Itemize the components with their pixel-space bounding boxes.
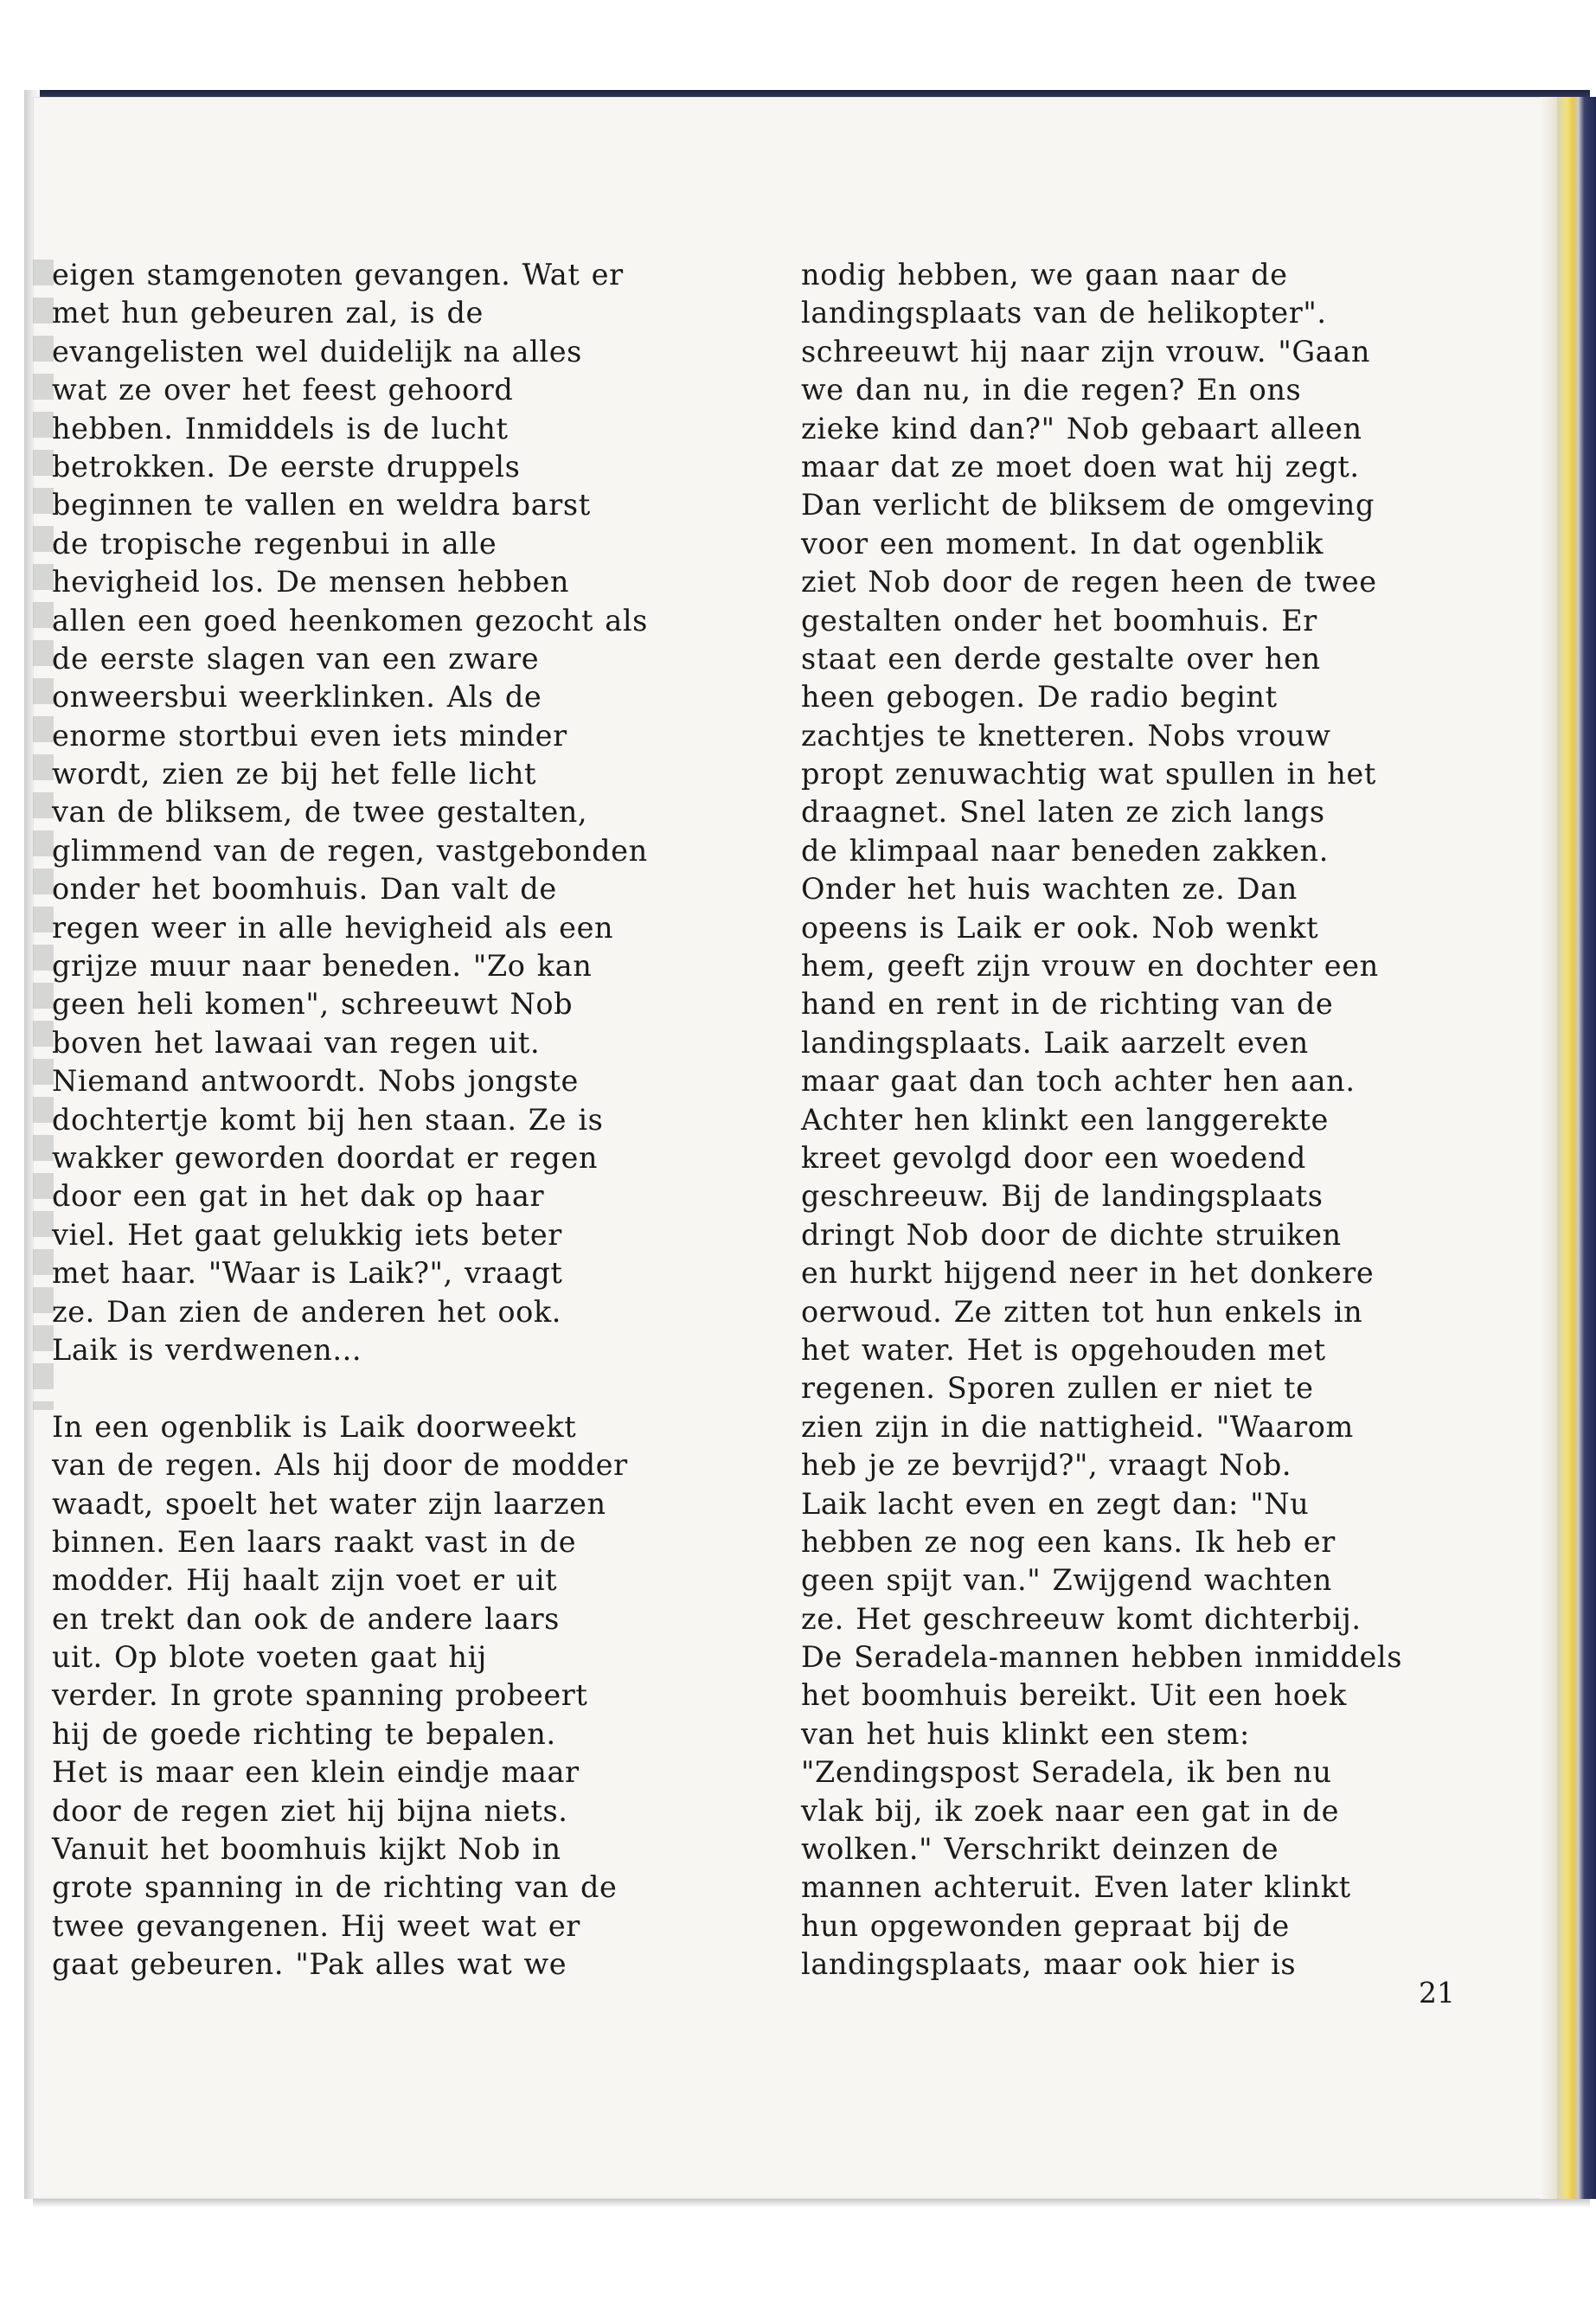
- right-column-line: hebben ze nog een kans. Ik heb er: [801, 1524, 1336, 1559]
- left-column-line: dochtertje komt bij hen staan. Ze is: [52, 1102, 604, 1137]
- right-column-line: staat een derde gestalte over hen: [801, 641, 1321, 676]
- right-column-line: regenen. Sporen zullen er niet te: [801, 1371, 1314, 1406]
- page-number: 21: [1419, 1976, 1455, 2009]
- right-column-line: Dan verlicht de bliksem de omgeving: [801, 488, 1375, 522]
- left-column-line: twee gevangenen. Hij weet wat er: [52, 1908, 580, 1943]
- left-column-line: allen een goed heenkomen gezocht als: [52, 603, 648, 638]
- left-column-line: met haar. "Waar is Laik?", vraagt: [52, 1256, 563, 1291]
- right-column-line: kreet gevolgd door een woedend: [801, 1140, 1306, 1175]
- book-top-edge: [33, 90, 1590, 97]
- left-column-line: betrokken. De eerste druppels: [52, 449, 521, 484]
- left-column-line: grijze muur naar beneden. "Zo kan: [52, 949, 593, 984]
- right-column-line: maar gaat dan toch achter hen aan.: [801, 1064, 1356, 1099]
- right-column-line: hun opgewonden gepraat bij de: [801, 1908, 1290, 1943]
- left-column-line: wat ze over het feest gehoord: [52, 373, 514, 407]
- right-column-line: vlak bij, ik zoek naar een gat in de: [801, 1793, 1340, 1828]
- left-column-line: van de bliksem, de twee gestalten,: [52, 795, 588, 830]
- left-column-line: hij de goede richting te bepalen.: [52, 1716, 556, 1751]
- left-column-line: hevigheid los. De mensen hebben: [52, 565, 570, 599]
- left-column-line: waadt, spoelt het water zijn laarzen: [52, 1486, 606, 1521]
- page-bottom-shadow: [33, 2199, 1590, 2208]
- left-column-line: Laik is verdwenen...: [52, 1332, 362, 1367]
- left-column-line: wakker geworden doordat er regen: [52, 1140, 599, 1175]
- right-column-line: nodig hebben, we gaan naar de: [801, 258, 1288, 292]
- right-column-line: opeens is Laik er ook. Nob wenkt: [801, 910, 1319, 945]
- left-column-line: onweersbui weerklinken. Als de: [52, 680, 542, 715]
- right-column-line: mannen achteruit. Even later klinkt: [801, 1870, 1351, 1905]
- left-column-line: door een gat in het dak op haar: [52, 1179, 545, 1214]
- left-column-line: [52, 1369, 648, 1407]
- left-column-line: regen weer in alle hevigheid als een: [52, 910, 614, 945]
- left-column-line: modder. Hij haalt zijn voet er uit: [52, 1563, 558, 1598]
- right-column-line: draagnet. Snel laten ze zich langs: [801, 795, 1325, 830]
- left-column-line: Niemand antwoordt. Nobs jongste: [52, 1064, 579, 1099]
- book-cover-edge-right: [1557, 97, 1596, 2208]
- text-column-left: [52, 256, 648, 1984]
- right-column-line: Onder het huis wachten ze. Dan: [801, 872, 1298, 907]
- right-column-line: ziet Nob door de regen heen de twee: [801, 565, 1377, 599]
- right-column-line: en hurkt hijgend neer in het donkere: [801, 1256, 1375, 1291]
- right-column-line: van het huis klinkt een stem:: [801, 1716, 1250, 1751]
- right-column-line: landingsplaats, maar ook hier is: [801, 1947, 1297, 1982]
- left-column-line: In een ogenblik is Laik doorweekt: [52, 1409, 577, 1444]
- right-column-line: propt zenuwachtig wat spullen in het: [801, 757, 1376, 792]
- right-column-line: we dan nu, in die regen? En ons: [801, 373, 1302, 407]
- left-column-line: en trekt dan ook de andere laars: [52, 1601, 560, 1636]
- right-column-line: landingsplaats van de helikopter".: [801, 296, 1327, 330]
- right-column-line: heb je ze bevrijd?", vraagt Nob.: [801, 1448, 1292, 1483]
- right-column-line: hand en rent in de richting van de: [801, 987, 1334, 1022]
- left-column-line: enorme stortbui even iets minder: [52, 718, 567, 753]
- left-column-line: grote spanning in de richting van de: [52, 1870, 618, 1905]
- text-column-right: [801, 256, 1402, 1984]
- left-column-line: ze. Dan zien de anderen het ook.: [52, 1294, 562, 1329]
- page-right-edge: [1540, 97, 1557, 2199]
- right-column-line: landingsplaats. Laik aarzelt even: [801, 1025, 1309, 1060]
- right-column-line: het boomhuis bereikt. Uit een hoek: [801, 1678, 1347, 1713]
- left-column-line: evangelisten wel duidelijk na alles: [52, 334, 582, 369]
- right-column-line: ze. Het geschreeuw komt dichterbij.: [801, 1601, 1362, 1636]
- right-column-line: maar dat ze moet doen wat hij zegt.: [801, 449, 1360, 484]
- scan-background-bottom: [0, 2199, 1596, 2301]
- left-column-line: geen heli komen", schreeuwt Nob: [52, 987, 574, 1022]
- left-column-line: door de regen ziet hij bijna niets.: [52, 1793, 568, 1828]
- facing-page-bleed: [33, 260, 54, 1410]
- left-column-line: Het is maar een klein eindje maar: [52, 1755, 580, 1790]
- left-column-line: hebben. Inmiddels is de lucht: [52, 411, 509, 445]
- right-column-line: geschreeuw. Bij de landingsplaats: [801, 1179, 1324, 1214]
- right-column-line: zien zijn in die nattigheid. "Waarom: [801, 1409, 1354, 1444]
- right-column-line: dringt Nob door de dichte struiken: [801, 1217, 1342, 1252]
- right-column-line: zieke kind dan?" Nob gebaart alleen: [801, 411, 1362, 445]
- right-column-line: oerwoud. Ze zitten tot hun enkels in: [801, 1294, 1363, 1329]
- right-column-line: "Zendingspost Seradela, ik ben nu: [801, 1755, 1332, 1790]
- right-column-line: hem, geeft zijn vrouw en dochter een: [801, 949, 1379, 984]
- left-column-line: beginnen te vallen en weldra barst: [52, 488, 591, 522]
- scan-background-top: [0, 0, 1596, 97]
- right-column-line: gestalten onder het boomhuis. Er: [801, 603, 1317, 638]
- left-column-line: boven het lawaai van regen uit.: [52, 1025, 541, 1060]
- left-column-line: de eerste slagen van een zware: [52, 641, 540, 676]
- right-column-line: de klimpaal naar beneden zakken.: [801, 833, 1329, 868]
- left-column-line: met hun gebeuren zal, is de: [52, 296, 484, 330]
- left-column-line: onder het boomhuis. Dan valt de: [52, 872, 557, 907]
- left-column-line: de tropische regenbui in alle: [52, 526, 497, 561]
- left-column-line: eigen stamgenoten gevangen. Wat er: [52, 258, 624, 292]
- right-column-line: schreeuwt hij naar zijn vrouw. "Gaan: [801, 334, 1371, 369]
- left-column-line: wordt, zien ze bij het felle licht: [52, 757, 537, 792]
- right-column-line: De Seradela-mannen hebben inmiddels: [801, 1640, 1403, 1675]
- right-column-line: wolken." Verschrikt deinzen de: [801, 1832, 1279, 1867]
- left-column-line: Vanuit het boomhuis kijkt Nob in: [52, 1832, 561, 1867]
- left-column-line: verder. In grote spanning probeert: [52, 1678, 588, 1713]
- left-column-line: uit. Op blote voeten gaat hij: [52, 1640, 487, 1675]
- left-column-line: binnen. Een laars raakt vast in de: [52, 1524, 577, 1559]
- right-column-line: geen spijt van." Zwijgend wachten: [801, 1563, 1332, 1598]
- left-column-line: gaat gebeuren. "Pak alles wat we: [52, 1947, 567, 1982]
- right-column-line: zachtjes te knetteren. Nobs vrouw: [801, 718, 1331, 753]
- left-column-line: glimmend van de regen, vastgebonden: [52, 833, 648, 868]
- left-column-line: van de regen. Als hij door de modder: [52, 1448, 628, 1483]
- left-column-line: viel. Het gaat gelukkig iets beter: [52, 1217, 562, 1252]
- right-column-line: voor een moment. In dat ogenblik: [801, 526, 1324, 561]
- right-column-line: Achter hen klinkt een langgerekte: [801, 1102, 1329, 1137]
- right-column-line: heen gebogen. De radio begint: [801, 680, 1278, 715]
- right-column-line: het water. Het is opgehouden met: [801, 1332, 1326, 1367]
- right-column-line: Laik lacht even en zegt dan: "Nu: [801, 1486, 1310, 1521]
